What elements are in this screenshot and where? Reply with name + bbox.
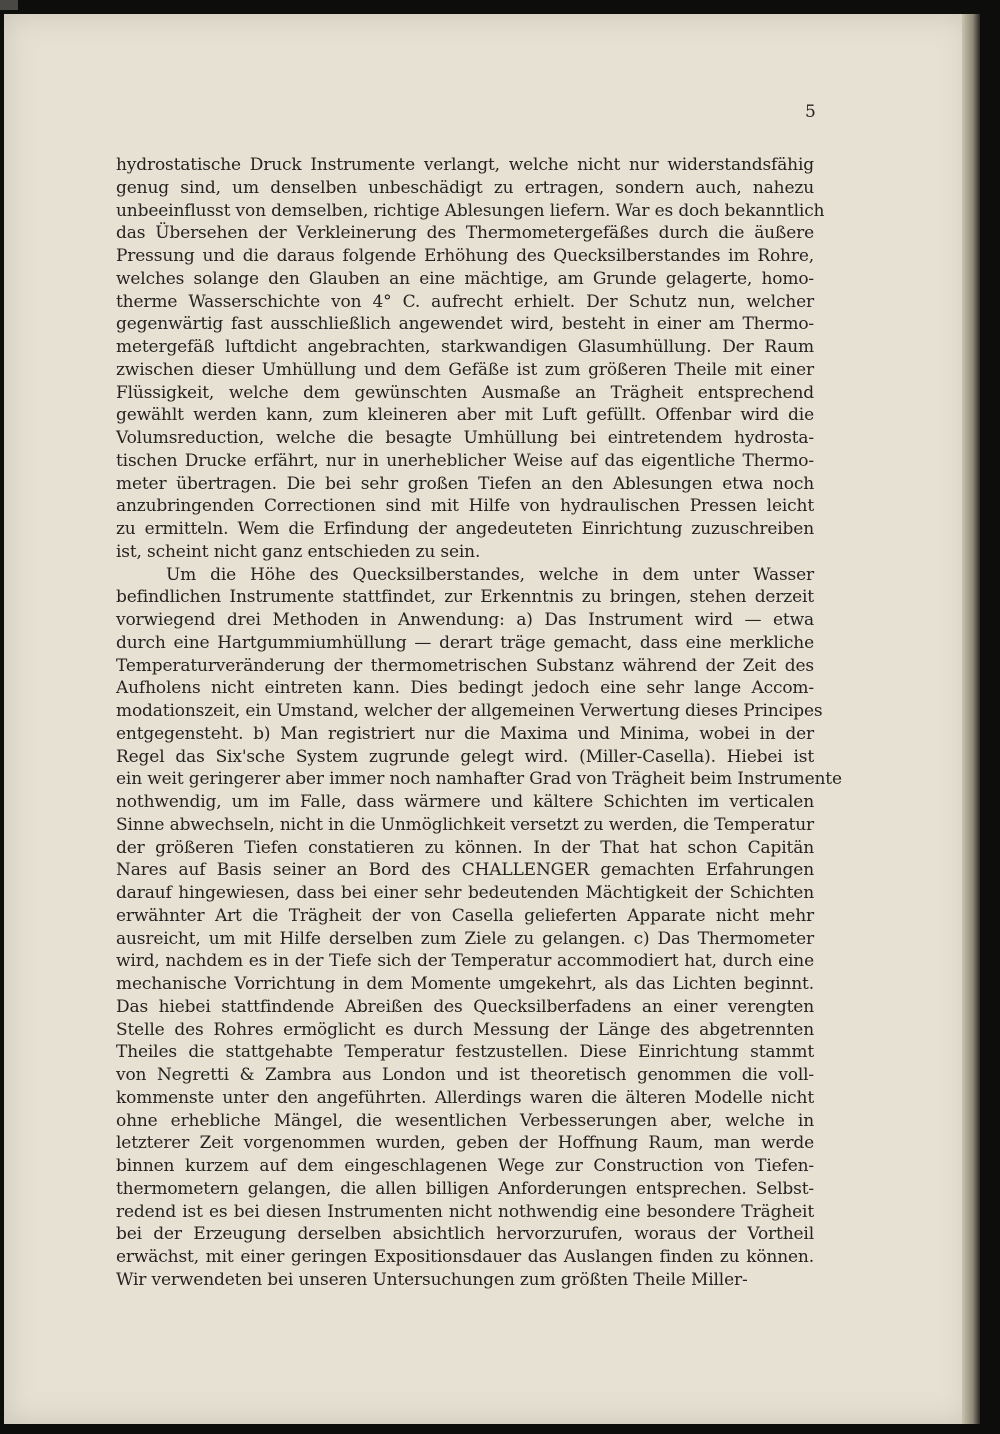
- text-line: kommenste unter den angeführten. Allerdings waren die älteren Modelle nicht: [116, 1087, 814, 1108]
- text-line: Aufholens nicht eintreten kann. Dies bedingt jedoch eine sehr lange Accom-: [116, 678, 814, 699]
- text-line: gegenwärtig fast ausschließlich angewendet wird, besteht in einer am Thermo-: [116, 314, 814, 335]
- text-line: Volumsreduction, welche die besagte Umhüllung bei eintretendem hydrosta-: [116, 428, 814, 448]
- text-line: Regel das Six'sche System zugrunde gelegt wird. (Miller-Casella). Hiebei ist: [116, 746, 814, 767]
- text-line: Das hiebei stattfindende Abreißen des Quecksilberfadens an einer verengten: [116, 996, 814, 1017]
- text-line: thermometern gelangen, die allen billigen Anforderungen entsprechen. Selbst-: [116, 1178, 814, 1199]
- page-edge-shadow: [962, 14, 980, 1424]
- text-line: metergefäß luftdicht angebrachten, starkwandigen Glasumhüllung. Der Raum: [116, 337, 814, 357]
- text-line: gewählt werden kann, zum kleineren aber mit Luft gefüllt. Offenbar wird die: [116, 405, 814, 426]
- text-line: Stelle des Rohres ermöglicht es durch Messung der Länge des abgetrennten: [116, 1019, 814, 1040]
- text-line: therme Wasserschichte von 4° C. aufrecht erhielt. Der Schutz nun, welcher: [116, 291, 814, 312]
- text-line: Sinne abwechseln, nicht in die Unmöglichkeit versetzt zu werden, die Temperatur: [116, 814, 814, 835]
- text-line: genug sind, um denselben unbeschädigt zu ertragen, sondern auch, nahezu: [116, 177, 814, 198]
- text-line: Wir verwendeten bei unseren Untersuchungen zum größten Theile Miller-: [116, 1269, 748, 1290]
- text-line: Pressung und die daraus folgende Erhöhung des Quecksilberstandes im Rohre,: [116, 246, 814, 266]
- text-line: modationszeit, ein Umstand, welcher der allgemeinen Verwertung dieses Principes: [116, 701, 823, 721]
- text-line: ohne erhebliche Mängel, die wesentlichen Verbesserungen aber, welche in: [116, 1110, 814, 1131]
- text-line: anzubringenden Correctionen sind mit Hilfe von hydraulischen Pressen leicht: [116, 496, 814, 517]
- text-line: hydrostatische Druck Instrumente verlangt, welche nicht nur widerstandsfähig: [116, 155, 814, 175]
- text-line: redend ist es bei diesen Instrumenten nicht nothwendig eine besondere Trägheit: [116, 1201, 814, 1222]
- text-line: vorwiegend drei Methoden in Anwendung: a) Das Instrument wird — etwa: [116, 610, 814, 630]
- text-line: befindlichen Instrumente stattfindet, zur Erkenntnis zu bringen, stehen derzeit: [116, 587, 814, 608]
- text-line: bei der Erzeugung derselben absichtlich hervorzurufen, woraus der Vortheil: [116, 1224, 814, 1245]
- text-line: der größeren Tiefen constatieren zu können. In der That hat schon Capitän: [116, 837, 814, 858]
- text-line: Nares auf Basis seiner an Bord des CHALLENGER gemachten Erfahrungen: [116, 860, 814, 881]
- text-line: binnen kurzem auf dem eingeschlagenen Wege zur Construction von Tiefen-: [116, 1156, 814, 1176]
- text-line: welches solange den Glauben an eine mächtige, am Grunde gelagerte, homo-: [116, 268, 814, 289]
- text-line: ein weit geringerer aber immer noch namhafter Grad von Trägheit beim Instrumente: [116, 769, 842, 790]
- text-line: ausreicht, um mit Hilfe derselben zum Ziele zu gelangen. c) Das Thermometer: [116, 928, 814, 949]
- page-number: 5: [805, 102, 816, 122]
- text-line: Um die Höhe des Quecksilberstandes, welche in dem unter Wasser: [166, 564, 814, 585]
- text-line: meter übertragen. Die bei sehr großen Tiefen an den Ablesungen etwa noch: [116, 473, 814, 494]
- text-line: Theiles die stattgehabte Temperatur festzustellen. Diese Einrichtung stammt: [116, 1042, 814, 1063]
- text-line: letzterer Zeit vorgenommen wurden, geben der Hoffnung Raum, man werde: [116, 1133, 814, 1154]
- text-line: durch eine Hartgummiumhüllung — derart träge gemacht, dass eine merkliche: [116, 632, 814, 653]
- text-line: mechanische Vorrichtung in dem Momente umgekehrt, als das Lichten beginnt.: [116, 974, 814, 994]
- text-line: das Übersehen der Verkleinerung des Thermometergefäßes durch die äußere: [116, 223, 814, 244]
- scan-corner-mark: [0, 0, 18, 10]
- text-line: ist, scheint nicht ganz entschieden zu sein.: [116, 541, 481, 562]
- text-line: erwähnter Art die Trägheit der von Casella gelieferten Apparate nicht mehr: [116, 905, 814, 926]
- text-line: nothwendig, um im Falle, dass wärmere und kältere Schichten im verticalen: [116, 792, 814, 812]
- text-line: wird, nachdem es in der Tiefe sich der Temperatur accommodiert hat, durch eine: [116, 951, 814, 972]
- body-text: [116, 154, 842, 1292]
- text-line: entgegensteht. b) Man registriert nur die Maxima und Minima, wobei in der: [116, 723, 814, 744]
- text-line: Flüssigkeit, welche dem gewünschten Ausmaße an Trägheit entsprechend: [116, 382, 814, 403]
- text-line: tischen Drucke erfährt, nur in unerheblicher Weise auf das eigentliche Thermo-: [116, 450, 814, 471]
- text-line: zwischen dieser Umhüllung und dem Gefäße ist zum größeren Theile mit einer: [116, 359, 814, 380]
- text-line: unbeeinflusst von demselben, richtige Ablesungen liefern. War es doch bekanntlich: [116, 200, 825, 221]
- text-line: darauf hingewiesen, dass bei einer sehr bedeutenden Mächtigkeit der Schichten: [116, 883, 814, 903]
- text-line: zu ermitteln. Wem die Erfindung der angedeuteten Einrichtung zuzuschreiben: [116, 519, 814, 539]
- text-line: von Negretti & Zambra aus London und ist theoretisch genommen die voll-: [116, 1065, 814, 1085]
- text-line: Temperaturveränderung der thermometrischen Substanz während der Zeit des: [116, 655, 814, 676]
- text-line: erwächst, mit einer geringen Expositionsdauer das Auslangen finden zu können.: [116, 1247, 814, 1267]
